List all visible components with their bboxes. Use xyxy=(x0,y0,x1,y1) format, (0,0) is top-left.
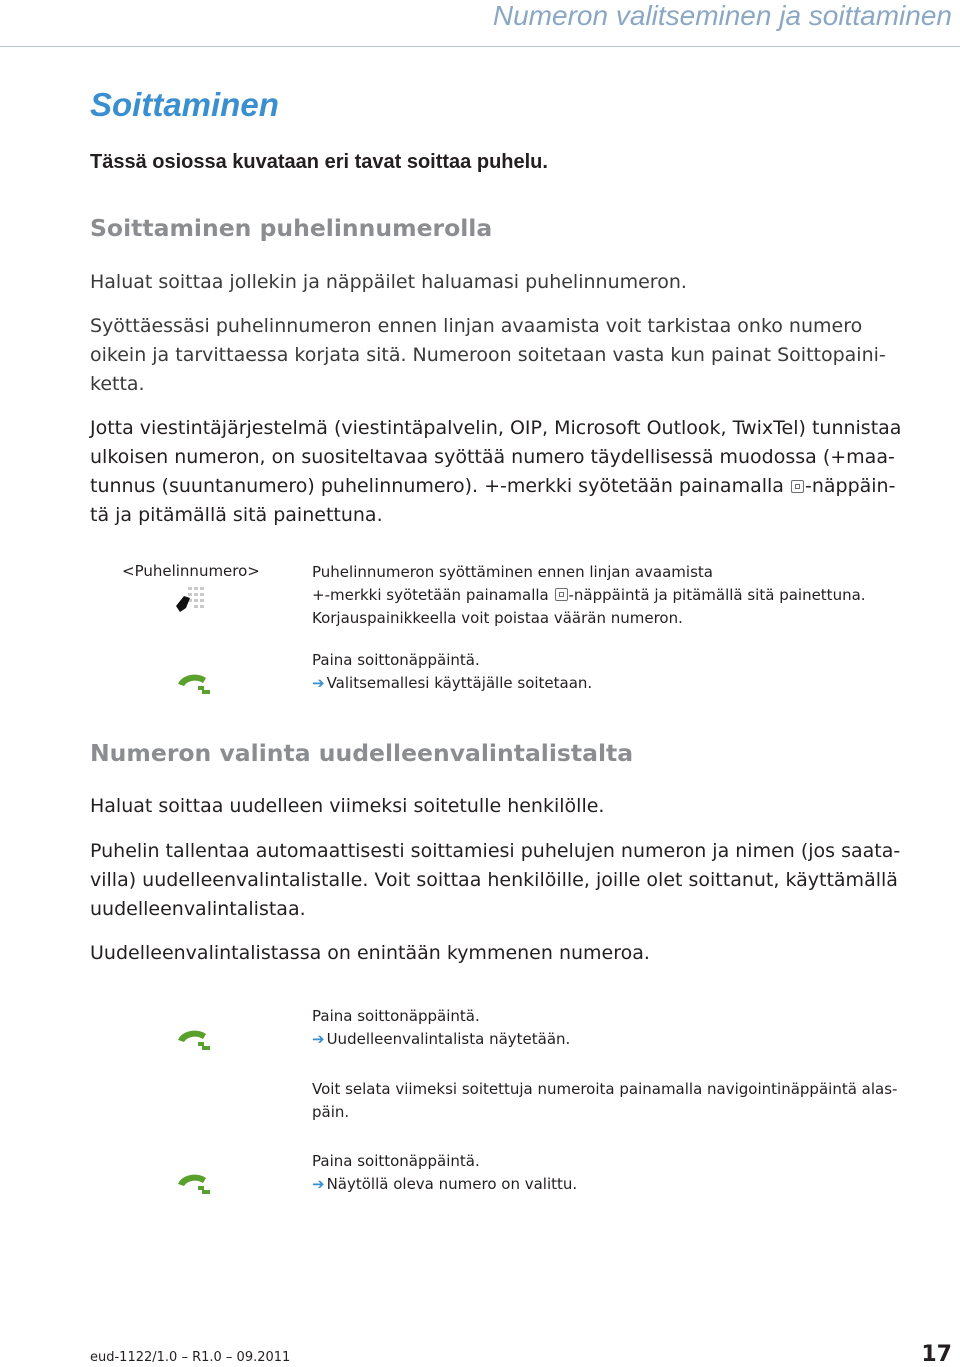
paragraph-line: tä ja pitämällä sitä painettuna. xyxy=(90,504,383,526)
plus-key-icon xyxy=(555,588,568,601)
paragraph-text: tunnus (suuntanumero) puhelinnumero). +-merkki syötetään painamalla xyxy=(90,475,784,497)
step-text: -näppäintä ja pitämällä sitä painettuna. xyxy=(568,586,866,604)
subsection-title-phone-number: Soittaminen puhelinnumerolla xyxy=(90,214,493,242)
step-line: Paina soittonäppäintä. xyxy=(312,651,480,669)
paragraph-line: ketta. xyxy=(90,373,145,395)
step-label-phone-number: <Puhelinnumero> xyxy=(122,562,260,580)
page-number: 17 xyxy=(921,1342,952,1367)
paragraph-line: Jotta viestintäjärjestelmä (viestintäpalvelin, OIP, Microsoft Outlook, TwixTel) tunnistaa xyxy=(90,417,902,439)
step-result xyxy=(312,672,952,695)
keypad-icon xyxy=(172,586,208,614)
arrow-right-icon: ➔ xyxy=(312,1175,325,1193)
paragraph xyxy=(90,837,952,924)
step-description xyxy=(312,1150,952,1196)
step-result-text: Valitsemallesi käyttäjälle soitetaan. xyxy=(326,674,593,692)
arrow-right-icon: ➔ xyxy=(312,674,325,692)
step-description xyxy=(312,1005,952,1051)
step-description xyxy=(312,649,952,695)
section-title: Soittaminen xyxy=(90,86,279,123)
step-line xyxy=(312,584,952,607)
paragraph-text: -näppäin- xyxy=(804,475,896,497)
step-line: Paina soittonäppäintä. xyxy=(312,1007,480,1025)
call-handset-icon xyxy=(176,1170,212,1196)
paragraph-line: oikein ja tarvittaessa korjata sitä. Numeroon soitetaan vasta kun painat Soittopaini- xyxy=(90,344,886,366)
paragraph-line xyxy=(90,472,952,501)
paragraph xyxy=(90,414,952,530)
step-result-text: Uudelleenvalintalista näytetään. xyxy=(326,1030,571,1048)
step-line: Paina soittonäppäintä. xyxy=(312,1152,480,1170)
step-line: Puhelinnumeron syöttäminen ennen linjan avaamista xyxy=(312,563,713,581)
section-lead: Tässä osiossa kuvataan eri tavat soittaa puhelu. xyxy=(90,151,548,173)
step-line: päin. xyxy=(312,1103,350,1121)
call-handset-icon xyxy=(176,670,212,696)
paragraph: Uudelleenvalintalistassa on enintään kymmenen numeroa. xyxy=(90,942,650,964)
paragraph: Haluat soittaa uudelleen viimeksi soitetulle henkilölle. xyxy=(90,795,605,817)
step-description xyxy=(312,1078,952,1124)
plus-key-icon xyxy=(791,480,804,493)
paragraph-line: uudelleenvalintalistaa. xyxy=(90,898,306,920)
step-description xyxy=(312,561,952,630)
paragraph xyxy=(90,312,952,399)
step-text: +-merkki syötetään painamalla xyxy=(312,586,549,604)
paragraph-line: villa) uudelleenvalintalistalle. Voit soittaa henkilöille, joille olet soittanut, käyttämällä xyxy=(90,869,898,891)
step-line: Voit selata viimeksi soitettuja numeroita painamalla navigointinäppäintä alas- xyxy=(312,1080,898,1098)
header-rule xyxy=(0,46,960,47)
paragraph-line: Puhelin tallentaa automaattisesti soittamiesi puhelujen numeron ja nimen (jos saata- xyxy=(90,840,901,862)
step-result-text: Näytöllä oleva numero on valittu. xyxy=(326,1175,578,1193)
call-handset-icon xyxy=(176,1026,212,1052)
step-result xyxy=(312,1173,952,1196)
step-line: Korjauspainikkeella voit poistaa väärän numeron. xyxy=(312,609,683,627)
subsection-title-redial: Numeron valinta uudelleenvalintalistalta xyxy=(90,739,634,767)
paragraph-line: Syöttäessäsi puhelinnumeron ennen linjan avaamista voit tarkistaa onko numero xyxy=(90,315,863,337)
running-header-title: Numeron valitseminen ja soittaminen xyxy=(492,0,952,31)
footer-document-code: eud-1122/1.0 – R1.0 – 09.2011 xyxy=(90,1350,291,1365)
step-result xyxy=(312,1028,952,1051)
paragraph-line: ulkoisen numeron, on suositeltavaa syöttää numero täydellisessä muodossa (+maa- xyxy=(90,446,895,468)
arrow-right-icon: ➔ xyxy=(312,1030,325,1048)
paragraph: Haluat soittaa jollekin ja näppäilet haluamasi puhelinnumeron. xyxy=(90,271,687,293)
